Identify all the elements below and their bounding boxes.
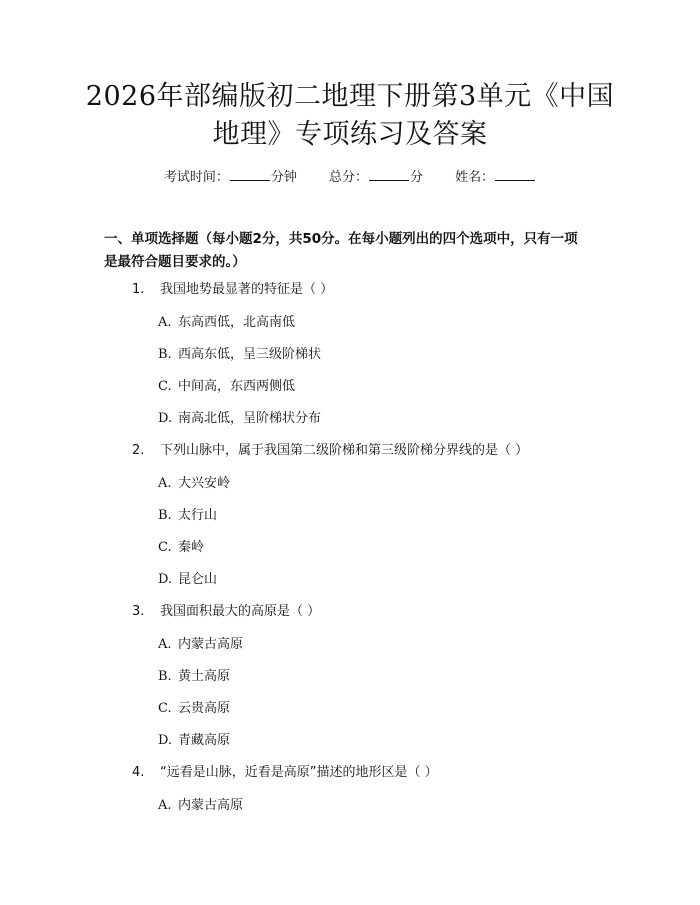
- option-letter: A.: [158, 637, 172, 652]
- option-text: 黄土高原: [178, 669, 231, 684]
- question-2-option-b: [158, 507, 217, 525]
- option-letter: B.: [158, 347, 172, 362]
- exam-time-field: [164, 168, 297, 187]
- option-letter: B.: [158, 508, 172, 523]
- question-3-option-c: [158, 700, 230, 718]
- option-text: 云贵高原: [178, 701, 231, 716]
- total-score-blank: [369, 168, 409, 181]
- question-1-option-d: [158, 410, 321, 428]
- total-score-unit: 分: [410, 170, 424, 185]
- option-letter: C.: [158, 379, 172, 394]
- total-score-label: 总分：: [328, 170, 368, 185]
- question-number: 4.: [132, 765, 145, 780]
- total-score-field: [329, 168, 423, 187]
- title-line-1: 2026年部编版初二地理下册第3单元《中国: [85, 81, 615, 112]
- question-2: [132, 442, 528, 460]
- option-letter: D.: [158, 733, 173, 748]
- exam-info-row: [0, 168, 700, 187]
- exam-time-blank: [230, 168, 270, 181]
- question-3-option-b: [158, 668, 230, 686]
- question-4-option-a: [158, 797, 243, 815]
- option-text: 中间高，东西两侧低: [178, 379, 296, 394]
- section-heading-line-1: 一、单项选择题（每小题2分，共50分。在每小题列出的四个选项中，只有一项: [104, 231, 578, 247]
- option-letter: A.: [158, 476, 172, 491]
- question-2-option-c: [158, 539, 204, 557]
- question-2-option-a: [158, 475, 230, 493]
- question-3-option-d: [158, 732, 230, 750]
- option-text: 昆仑山: [178, 572, 218, 587]
- option-letter: D.: [158, 572, 173, 587]
- question-text: 我国地势最显著的特征是（ ）: [160, 282, 334, 297]
- question-text: “远看是山脉，近看是高原”描述的地形区是（ ）: [160, 765, 438, 780]
- question-number: 3.: [132, 604, 145, 619]
- question-1-option-c: [158, 378, 295, 396]
- option-text: 大兴安岭: [178, 476, 231, 491]
- option-letter: C.: [158, 701, 172, 716]
- option-text: 太行山: [178, 508, 218, 523]
- exam-time-label: 考试时间：: [163, 170, 229, 185]
- question-1-option-a: [158, 314, 295, 332]
- question-number: 2.: [132, 443, 145, 458]
- document-title: [60, 78, 640, 154]
- question-text: 下列山脉中，属于我国第二级阶梯和第三级阶梯分界线的是（ ）: [160, 443, 529, 458]
- section-heading: [104, 228, 604, 274]
- option-letter: D.: [158, 411, 173, 426]
- option-text: 秦岭: [178, 540, 205, 555]
- question-text: 我国面积最大的高原是（ ）: [160, 604, 321, 619]
- student-name-field: [455, 168, 536, 187]
- option-text: 南高北低，呈阶梯状分布: [178, 411, 322, 426]
- question-1: [132, 281, 333, 299]
- option-text: 西高东低，呈三级阶梯状: [178, 347, 322, 362]
- student-name-blank: [495, 168, 535, 181]
- question-4: [132, 764, 438, 782]
- option-letter: A.: [158, 798, 172, 813]
- option-letter: B.: [158, 669, 172, 684]
- question-3-option-a: [158, 636, 243, 654]
- exam-time-unit: 分钟: [270, 170, 297, 185]
- question-number: 1.: [132, 282, 145, 297]
- question-1-option-b: [158, 346, 321, 364]
- option-text: 内蒙古高原: [178, 637, 244, 652]
- title-line-2: 地理》专项练习及答案: [212, 119, 488, 150]
- question-2-option-d: [158, 571, 217, 589]
- option-text: 青藏高原: [178, 733, 231, 748]
- student-name-label: 姓名：: [455, 170, 495, 185]
- option-text: 东高西低，北高南低: [178, 315, 296, 330]
- section-heading-line-2: 是最符合题目要求的。）: [104, 254, 246, 270]
- question-3: [132, 603, 320, 621]
- option-letter: A.: [158, 315, 172, 330]
- option-text: 内蒙古高原: [178, 798, 244, 813]
- option-letter: C.: [158, 540, 172, 555]
